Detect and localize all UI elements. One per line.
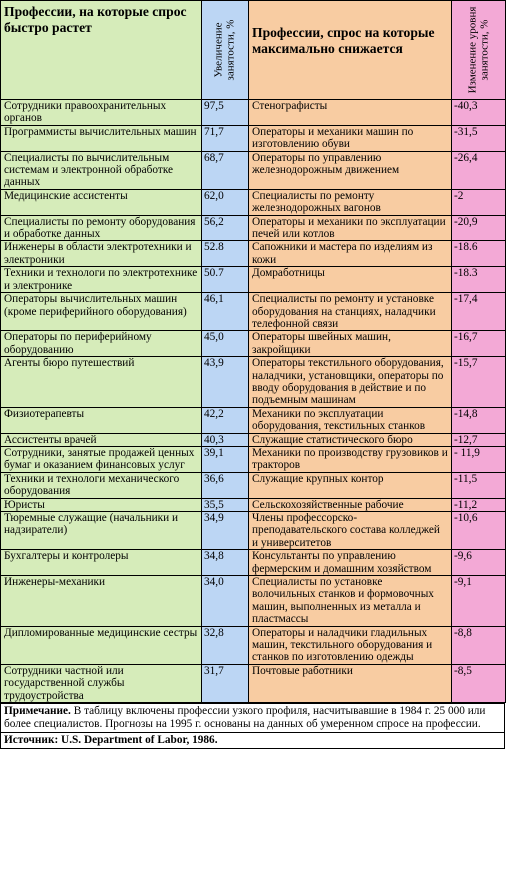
declining-profession: Операторы по управлению железнодорожным движением: [249, 151, 452, 189]
declining-profession: Операторы швейных машин, закройщики: [249, 331, 452, 357]
employment-change-value: -8,5: [452, 664, 506, 702]
declining-profession: Почтовые работники: [249, 664, 452, 702]
employment-increase-value: 34,0: [202, 576, 249, 627]
declining-profession: Члены профессорско-преподавательского состава колледжей и университетов: [249, 512, 452, 550]
source-text: Источник: U.S. Department of Labor, 1986.: [1, 733, 505, 749]
table-row: [1, 407, 506, 433]
growing-profession: Бухгалтеры и контролеры: [1, 550, 202, 576]
table-row: [1, 626, 506, 664]
table-row: [1, 151, 506, 189]
table-row: [1, 267, 506, 293]
employment-increase-value: 52.8: [202, 241, 249, 267]
employment-increase-value: 40,3: [202, 433, 249, 446]
employment-increase-value: 32,8: [202, 626, 249, 664]
growing-profession: Юристы: [1, 498, 202, 511]
growing-profession: Инженеры в области электротехники и электроники: [1, 241, 202, 267]
header-declining-professions: Профессии, спрос на которые максимально снижается: [249, 1, 452, 100]
note-label: Примечание.: [4, 705, 71, 718]
declining-profession: Стенографисты: [249, 100, 452, 126]
table-row: [1, 664, 506, 702]
employment-change-value: -18.6: [452, 241, 506, 267]
growing-profession: Инженеры-механики: [1, 576, 202, 627]
growing-profession: Техники и технологи по электротехнике и электронике: [1, 267, 202, 293]
table-row: [1, 576, 506, 627]
employment-increase-value: 68,7: [202, 151, 249, 189]
notes-table: [0, 703, 505, 749]
table-row: [1, 125, 506, 151]
table-row: [1, 100, 506, 126]
table-row: [1, 241, 506, 267]
table-row: [1, 215, 506, 241]
header-growing-professions: Профессии, на которые спрос быстро растет: [1, 1, 202, 100]
employment-increase-value: 97,5: [202, 100, 249, 126]
header-employment-change-label: Изменение уровня занятости, %: [466, 6, 490, 94]
table-row: [1, 357, 506, 408]
table-header-row: [1, 1, 506, 100]
employment-increase-value: 39,1: [202, 446, 249, 472]
employment-increase-value: 35,5: [202, 498, 249, 511]
employment-change-value: -9,1: [452, 576, 506, 627]
table-row: [1, 189, 506, 215]
employment-change-value: -14,8: [452, 407, 506, 433]
declining-profession: Операторы текстильного оборудования, наладчики, установщики, операторы по вводу оборудования в действие и по подъемным машинам: [249, 357, 452, 408]
source-row: [1, 733, 505, 749]
employment-increase-value: 34,9: [202, 512, 249, 550]
growing-profession: Сотрудники правоохранительных органов: [1, 100, 202, 126]
employment-increase-value: 31,7: [202, 664, 249, 702]
declining-profession: Домработницы: [249, 267, 452, 293]
growing-profession: Сотрудники частной или государственной службы трудоустройства: [1, 664, 202, 702]
growing-profession: Тюремные служащие (начальники и надзиратели): [1, 512, 202, 550]
growing-profession: Программисты вычислительных машин: [1, 125, 202, 151]
employment-change-value: -12,7: [452, 433, 506, 446]
declining-profession: Сельскохозяйственные рабочие: [249, 498, 452, 511]
growing-profession: Медицинские ассистенты: [1, 189, 202, 215]
table-row: [1, 550, 506, 576]
growing-profession: Специалисты по ремонту оборудования и обработке данных: [1, 215, 202, 241]
table-body: [1, 1, 506, 703]
declining-profession: Специалисты по ремонту и установке оборудования на станциях, наладчики телефонной связи: [249, 293, 452, 331]
table-row: [1, 331, 506, 357]
employment-increase-value: 42,2: [202, 407, 249, 433]
note-cell: [1, 704, 505, 733]
table-row: [1, 446, 506, 472]
employment-change-value: -18.3: [452, 267, 506, 293]
employment-change-value: -2: [452, 189, 506, 215]
header-employment-increase: [202, 1, 249, 100]
employment-change-value: -26,4: [452, 151, 506, 189]
employment-change-value: -10,6: [452, 512, 506, 550]
employment-change-value: -20,9: [452, 215, 506, 241]
header-employment-change: [452, 1, 506, 100]
declining-profession: Служащие крупных контор: [249, 472, 452, 498]
declining-profession: Механики по эксплуатации оборудования, текстильных станков: [249, 407, 452, 433]
employment-increase-value: 71,7: [202, 125, 249, 151]
declining-profession: Операторы и механики машин по изготовлению обуви: [249, 125, 452, 151]
growing-profession: Операторы по периферийному оборудованию: [1, 331, 202, 357]
growing-profession: Сотрудники, занятые продажей ценных бумаг и оказанием финансовых услуг: [1, 446, 202, 472]
employment-change-value: - 11,9: [452, 446, 506, 472]
growing-profession: Операторы вычислительных машин (кроме периферийного оборудования): [1, 293, 202, 331]
declining-profession: Служащие статистического бюро: [249, 433, 452, 446]
table-row: [1, 433, 506, 446]
header-employment-increase-label: Увеличение занятости, %: [212, 19, 236, 81]
employment-change-value: -15,7: [452, 357, 506, 408]
declining-profession: Консультанты по управлению фермерским и домашним хозяйством: [249, 550, 452, 576]
employment-change-value: -11,5: [452, 472, 506, 498]
declining-profession: Механики по производству грузовиков и тракторов: [249, 446, 452, 472]
declining-profession: Операторы и механики по эксплуатации печей или котлов: [249, 215, 452, 241]
table-row: [1, 472, 506, 498]
note-text: В таблицу включены профессии узкого профиля, насчитывавшие в 1984 г. 25 000 или более специалистов. Прогнозы на 1995 г. основаны на данных об умеренном спросе на профессии.: [4, 705, 486, 731]
employment-increase-value: 62,0: [202, 189, 249, 215]
employment-change-value: -11,2: [452, 498, 506, 511]
employment-change-value: -17,4: [452, 293, 506, 331]
declining-profession: Специалисты по ремонту железнодорожных вагонов: [249, 189, 452, 215]
growing-profession: Агенты бюро путешествий: [1, 357, 202, 408]
growing-profession: Дипломированные медицинские сестры: [1, 626, 202, 664]
note-row: [1, 704, 505, 733]
table-row: [1, 293, 506, 331]
declining-profession: Операторы и наладчики гладильных машин, текстильного оборудования и станков по изготовлению одежды: [249, 626, 452, 664]
employment-change-value: -40,3: [452, 100, 506, 126]
declining-profession: Специалисты по установке волочильных станков и формовочных машин, выполненных из металла и пластмассы: [249, 576, 452, 627]
growing-profession: Физиотерапевты: [1, 407, 202, 433]
declining-profession: Сапожники и мастера по изделиям из кожи: [249, 241, 452, 267]
employment-change-value: -9,6: [452, 550, 506, 576]
employment-increase-value: 43,9: [202, 357, 249, 408]
employment-increase-value: 46,1: [202, 293, 249, 331]
employment-increase-value: 56,2: [202, 215, 249, 241]
employment-increase-value: 45,0: [202, 331, 249, 357]
employment-change-value: -31,5: [452, 125, 506, 151]
employment-change-value: -8,8: [452, 626, 506, 664]
employment-increase-value: 36,6: [202, 472, 249, 498]
employment-change-value: -16,7: [452, 331, 506, 357]
growing-profession: Специалисты по вычислительным системам и электронной обработке данных: [1, 151, 202, 189]
table-row: [1, 498, 506, 511]
growing-profession: Ассистенты врачей: [1, 433, 202, 446]
table-row: [1, 512, 506, 550]
growing-profession: Техники и технологи механического оборудования: [1, 472, 202, 498]
employment-increase-value: 34,8: [202, 550, 249, 576]
employment-increase-value: 50.7: [202, 267, 249, 293]
